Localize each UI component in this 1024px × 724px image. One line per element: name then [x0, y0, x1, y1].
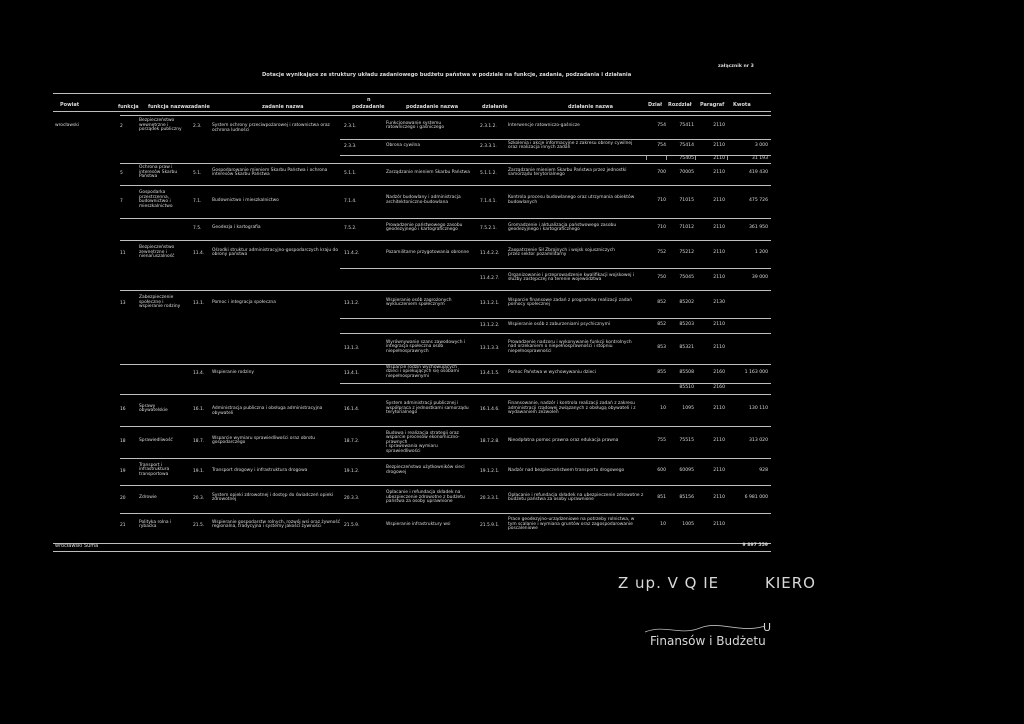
- stamp-text-4: Finansów i Budżetu: [650, 634, 766, 648]
- table-cell: 75045: [679, 275, 694, 280]
- table-cell: 7: [120, 198, 123, 204]
- table-cell: 20.3.: [193, 496, 205, 501]
- table-cell: 2110: [713, 197, 725, 203]
- table-cell: 11.4.: [193, 251, 205, 256]
- table-cell: 7.1.4.1.: [480, 198, 497, 204]
- table-cell: 755: [657, 438, 666, 443]
- table-cell: 16.1.: [193, 407, 205, 412]
- table-cell: 20.3.3.1.: [480, 496, 500, 501]
- table-cell: Budowa i realizacja strategii oraz wsparcie procesów ekonomiczno-prawnych i sprawowania wymiaru sprawiedliwości: [386, 430, 460, 454]
- table-cell: 31 193: [751, 156, 768, 161]
- row-separator: [120, 115, 771, 116]
- row-separator: [120, 290, 771, 291]
- table-cell: 361 950: [749, 225, 768, 230]
- table-cell: Opłacanie i refundacja składek na ubezpieczenie zdrowotne z budżetu państwa za osoby uprawnione: [386, 490, 465, 505]
- table-cell: Kontrola procesu budowlanego oraz utrzymania obiektów budowlanych: [508, 195, 635, 205]
- table-cell: Organizowanie i przeprowadzenie kwalifikacji wojskowej i służby zastępczej na terenie województwa: [508, 272, 635, 283]
- table-cell: Polityka rolna i rybacka: [139, 519, 172, 530]
- table-cell: 71012: [679, 225, 694, 230]
- table-cell: Prowadzenie państwowego zasobu geodezyjnego i kartograficznego: [386, 222, 463, 233]
- table-cell: 16.1.4.: [344, 407, 360, 412]
- table-cell: Wspieranie rodziny: [212, 369, 255, 375]
- table-cell: 16: [120, 407, 126, 412]
- table-cell: 2110: [713, 438, 725, 443]
- row-separator: [120, 185, 771, 186]
- header-zadanie: zadanie: [188, 104, 210, 110]
- table-cell: Geodezja i kartografia: [212, 225, 261, 230]
- table-cell: 18.7.: [193, 439, 205, 444]
- vline-dzial: [646, 156, 647, 160]
- header-dzialanie: działanie: [482, 104, 508, 110]
- table-cell: Zdrowie: [139, 495, 157, 500]
- table-cell: 11.4.2.2.: [480, 251, 500, 256]
- table-cell: 928: [759, 467, 768, 473]
- signature-scribble: [640, 620, 770, 640]
- table-cell: System opieki zdrowotnej i dostęp do świadczeń opieki zdrowotnej: [212, 492, 334, 503]
- table-cell: 7.5.2.1.: [480, 226, 497, 231]
- table-cell: 754: [657, 123, 666, 128]
- vline-paragraf: [695, 156, 696, 160]
- row-separator: [120, 458, 771, 459]
- table-cell: Opłacanie i refundacja składek na ubezpieczenie zdrowotne z budżetu państwa za osoby uprawnione: [508, 492, 644, 503]
- table-cell: 13.4.1.5.: [480, 370, 500, 376]
- table-cell: 13.1.3.3.: [480, 345, 500, 351]
- table-cell: 2110: [713, 156, 725, 161]
- table-cell: 5.1.1.: [344, 171, 357, 176]
- header-dzial: Dział: [648, 102, 663, 108]
- table-cell: 2160: [713, 369, 725, 375]
- table-cell: 13.1.3.: [344, 345, 360, 351]
- header-bottom-line: [53, 111, 771, 112]
- table-cell: 710: [657, 197, 666, 203]
- table-cell: 85510: [679, 384, 694, 390]
- table-cell: 750: [657, 275, 666, 280]
- table-cell: 2110: [713, 275, 725, 280]
- table-cell: Obrona cywilna: [386, 143, 421, 148]
- table-cell: 13: [120, 301, 126, 306]
- table-cell: Transport drogowy i infrastruktura drogowa: [212, 467, 308, 473]
- table-cell: 2110: [713, 123, 725, 128]
- summary-value: 9 897 559: [742, 543, 768, 548]
- table-cell: 13.1.2.2.: [480, 322, 500, 328]
- row-separator: [120, 240, 771, 241]
- table-cell: Prowadzenie nadzoru i wykonywanie funkcji kontrolnych nad orzekaniem o niepełnosprawności i stopniu niepełnosprawności: [508, 339, 632, 354]
- table-cell: 60095: [679, 467, 694, 473]
- table-cell: Gospodarowanie mieniem Skarbu Państwa i ochrona interesów Skarbu Państwa: [212, 167, 328, 178]
- summary-bottom-line: [53, 551, 771, 552]
- table-cell: 75212: [679, 250, 694, 255]
- table-cell: Nieodpłatna pomoc prawna oraz edukacja prawna: [508, 438, 619, 443]
- table-cell: 13.1.: [193, 301, 205, 306]
- row-separator: [120, 485, 771, 486]
- table-cell: 13.1.2.: [344, 301, 360, 306]
- table-cell: 13.4.: [193, 370, 205, 376]
- table-cell: Wspieranie osób zagrożonych wykluczeniem społecznym: [386, 297, 452, 308]
- table-cell: 2.3.3.1.: [480, 144, 497, 149]
- table-cell: Szkolenia i akcje informacyjne z zakresu obrony cywilnej oraz realizacja innych zadań: [508, 140, 633, 151]
- header-podzadanie: podzadanie: [352, 104, 385, 110]
- table-cell: 19.1.: [193, 468, 205, 474]
- stamp-text-2: KIERO: [765, 574, 816, 592]
- table-cell: 130 110: [749, 406, 768, 411]
- table-cell: Pomoc i integracja społeczna: [212, 300, 276, 305]
- table-cell: 2110: [713, 522, 725, 527]
- row-separator: [120, 163, 771, 164]
- table-cell: 21.5.9.1.: [480, 523, 500, 528]
- header-funkcja: funkcja: [118, 104, 139, 110]
- table-cell: 7.1.4.: [344, 198, 357, 204]
- table-cell: 13.4.1.: [344, 370, 360, 376]
- table-cell: Transport i infrastruktura transportowa: [139, 462, 170, 477]
- table-cell: 600: [657, 467, 666, 473]
- row-separator: [120, 426, 771, 427]
- table-cell: 475 726: [749, 197, 768, 203]
- table-cell: Bezpieczeństwo zewnętrzne i nienaruszalność: [139, 245, 175, 260]
- row-separator: [120, 394, 771, 395]
- table-cell: 13.1.2.1.: [480, 301, 500, 306]
- stamp-text-3: U: [763, 621, 772, 634]
- table-cell: 1 163 000: [744, 369, 768, 375]
- document-title: Dotacje wynikające ze struktury układu zadaniowego budżetu państwa w podziale na funkcje, zadania, podzadania i działania: [262, 72, 632, 78]
- row-separator: [340, 333, 771, 334]
- table-cell: 19: [120, 468, 126, 474]
- table-cell: 7.1.: [193, 198, 202, 204]
- table-cell: 85156: [679, 495, 694, 500]
- table-cell: Zarządzanie mieniem Skarbu Państwa przez jednostki samorządu terytorialnego: [508, 167, 627, 178]
- table-cell: 18: [120, 439, 126, 444]
- table-cell: 313 020: [749, 438, 768, 443]
- table-cell: 85508: [679, 369, 694, 375]
- table-cell: 1005: [682, 522, 694, 527]
- table-cell: 2110: [713, 143, 725, 148]
- header-top-line: [53, 93, 771, 94]
- table-cell: 75405: [679, 156, 694, 161]
- table-cell: 11.4.2.7.: [480, 276, 500, 281]
- row-separator: [120, 513, 771, 514]
- table-cell: 2110: [713, 406, 725, 411]
- table-cell: 2110: [713, 467, 725, 473]
- table-cell: wrocławski: [55, 123, 79, 128]
- table-cell: Zabezpieczenie społeczne i wspieranie rodziny: [139, 295, 181, 310]
- table-cell: 710: [657, 225, 666, 230]
- table-cell: 853: [657, 344, 666, 350]
- table-cell: Wsparcie wymiaru sprawiedliwości oraz obrotu gospodarczego: [212, 435, 316, 446]
- table-cell: 419 430: [749, 170, 768, 175]
- table-cell: 3 000: [754, 143, 768, 148]
- table-cell: 1095: [682, 406, 694, 411]
- stamp-text-1: Z up. V Q IE: [618, 574, 720, 592]
- table-cell: 5.1.: [193, 171, 202, 176]
- attachment-label: załącznik nr 3: [718, 64, 754, 69]
- table-cell: Pomoc Państwa w wychowywaniu dzieci: [508, 369, 596, 375]
- table-cell: 21.5.: [193, 523, 205, 528]
- row-separator: [340, 383, 771, 384]
- table-cell: Nadzór budowlany i administracja architektoniczno-budowlana: [386, 195, 461, 205]
- table-cell: 75414: [679, 143, 694, 148]
- header-funkcja-nazwa: funkcja nazwa: [148, 104, 189, 110]
- table-cell: 2: [120, 124, 123, 129]
- table-cell: 5: [120, 171, 123, 176]
- table-cell: 70005: [679, 170, 694, 175]
- table-cell: Prace geodezyjno-urządzeniowe na potrzeby rolnictwa, w tym scalanie i wymiana gruntów oraz zagospodarowanie poscaleniowe: [508, 517, 635, 532]
- header-kwota: Kwota: [733, 102, 751, 108]
- table-cell: Zaopatrzenie Sił Zbrojnych i wojsk sojuszniczych przez sektor pozamilitarny: [508, 247, 615, 258]
- summary-top-line: [53, 543, 771, 544]
- table-cell: 11: [120, 251, 126, 256]
- table-cell: Ochrona praw i interesów Skarbu Państwa: [139, 165, 178, 180]
- table-cell: 855: [657, 369, 666, 375]
- table-cell: 7.5.2.: [344, 226, 357, 231]
- table-cell: 5.1.1.2.: [480, 171, 497, 176]
- table-cell: Finansowanie, nadzór i kontrola realizacji zadań z zakresu administracji rządowej związanych z obsługą obywateli i z wydawaniem zezwoleń: [508, 401, 636, 416]
- table-cell: Gospodarka przestrzenna, budownictwo i mieszkalnictwo: [139, 190, 173, 209]
- header-podzadanie-mark: n: [367, 97, 371, 103]
- table-cell: System administracji publicznej i współpraca z jednostkami samorządu terytorialnego: [386, 401, 469, 416]
- table-cell: 19.1.2.: [344, 468, 360, 474]
- table-cell: 2110: [713, 495, 725, 500]
- table-cell: Wspieranie infrastruktury wsi: [386, 522, 451, 527]
- table-cell: Interwencje ratowniczo-gaśnicze: [508, 123, 580, 128]
- table-cell: Sprawy obywatelskie: [139, 403, 168, 414]
- table-cell: 700: [657, 170, 666, 175]
- table-cell: Wsparcie rodzin wychowujących dzieci i opiekujących się osobami niepełnosprawnymi: [386, 364, 459, 379]
- table-cell: 21.5.9.: [344, 523, 360, 528]
- table-cell: 7.5.: [193, 226, 202, 231]
- table-cell: 75411: [679, 123, 694, 128]
- header-rozdzial: Rozdział: [668, 102, 692, 108]
- table-cell: 1 200: [754, 250, 768, 255]
- header-podzadanie-nazwa: podzadanie nazwa: [406, 104, 459, 110]
- table-cell: 2.3.: [193, 124, 202, 129]
- table-cell: 11.4.2.: [344, 251, 360, 256]
- summary-label: wrocławski Suma: [55, 543, 99, 549]
- table-cell: 852: [657, 321, 666, 327]
- table-cell: Pozamilitarne przygotowania obronne: [386, 250, 470, 255]
- table-cell: 85203: [679, 321, 694, 327]
- table-cell: Ośrodki struktur administracyjno-gospodarczych kraju do obrony państwa: [212, 247, 339, 258]
- vline-kwota: [727, 156, 728, 160]
- table-cell: 20.3.3.: [344, 496, 360, 501]
- table-cell: 85202: [679, 300, 694, 305]
- header-powiat: Powiat: [60, 102, 80, 108]
- header-zadanie-nazwa: zadanie nazwa: [262, 104, 304, 110]
- row-separator: [120, 218, 771, 219]
- table-cell: 2.3.3.: [344, 144, 357, 149]
- table-cell: 2110: [713, 250, 725, 255]
- table-cell: Wspieranie gospodarstw rolnych, rozwój wsi oraz żywność regionalna, tradycyjna i systemy jakości żywności: [212, 519, 341, 530]
- table-cell: 752: [657, 250, 666, 255]
- table-cell: Bezpieczeństwo wewnętrzne i porządek publiczny: [139, 118, 182, 133]
- table-cell: 21: [120, 523, 126, 528]
- table-cell: 18.7.2.8.: [480, 439, 500, 444]
- table-cell: 6 981 000: [744, 495, 768, 500]
- row-separator: [340, 155, 771, 156]
- table-cell: 2110: [713, 344, 725, 350]
- row-separator: [340, 318, 771, 319]
- header-dzialanie-nazwa: działanie nazwa: [568, 104, 614, 110]
- table-cell: 20: [120, 496, 126, 501]
- table-cell: Sprawiedliwość: [139, 438, 173, 443]
- table-cell: Zarządzanie mieniem Skarbu Państwa: [386, 170, 470, 175]
- table-cell: Bezpieczeństwo użytkowników sieci drogowej: [386, 465, 465, 475]
- table-cell: 85321: [679, 344, 694, 350]
- table-cell: 2110: [713, 321, 725, 327]
- table-cell: 851: [657, 495, 666, 500]
- table-cell: Nadzór nad bezpieczeństwem transportu drogowego: [508, 467, 625, 473]
- header-paragraf: Paragraf: [700, 102, 725, 108]
- table-cell: 852: [657, 300, 666, 305]
- table-cell: Wsparcie finansowe zadań z programów realizacji zadań pomocy społecznej: [508, 297, 633, 308]
- row-separator: [340, 139, 771, 140]
- table-cell: 10: [660, 522, 666, 527]
- table-cell: 71015: [679, 197, 694, 203]
- table-cell: Administracja publiczna i obsługa administracyjna obywateli: [212, 406, 323, 416]
- table-cell: 75515: [679, 438, 694, 443]
- table-cell: Wyrównywanie szans zawodowych i integracja społeczna osób niepełnosprawnych: [386, 339, 466, 354]
- table-cell: 2130: [713, 300, 725, 305]
- table-cell: 2110: [713, 225, 725, 230]
- table-cell: 16.1.4.6.: [480, 407, 500, 412]
- table-cell: 2110: [713, 170, 725, 175]
- table-cell: Budownictwo i mieszkalnictwo: [212, 197, 279, 203]
- table-cell: 754: [657, 143, 666, 148]
- table-cell: Funkcjonowanie systemu ratowniczego i gaśniczego: [386, 120, 445, 131]
- table-cell: System ochrony przeciwpożarowej i ratownictwa oraz ochrona ludności: [212, 123, 330, 133]
- table-cell: Wspieranie osób z zaburzeniami psychicznymi: [508, 321, 611, 327]
- table-cell: 18.7.2.: [344, 439, 360, 444]
- table-cell: 2.3.1.: [344, 124, 357, 129]
- table-cell: 2.3.1.2.: [480, 124, 497, 129]
- row-separator: [340, 268, 771, 269]
- table-cell: 10: [660, 406, 666, 411]
- table-cell: Gromadzenie i aktualizacja państwowego zasobu geodezyjnego i kartograficznego: [508, 222, 617, 233]
- table-cell: 19.1.2.1.: [480, 468, 500, 474]
- table-cell: 39 000: [751, 275, 768, 280]
- table-cell: 2160: [713, 384, 725, 390]
- vline-rozdzial: [666, 156, 667, 160]
